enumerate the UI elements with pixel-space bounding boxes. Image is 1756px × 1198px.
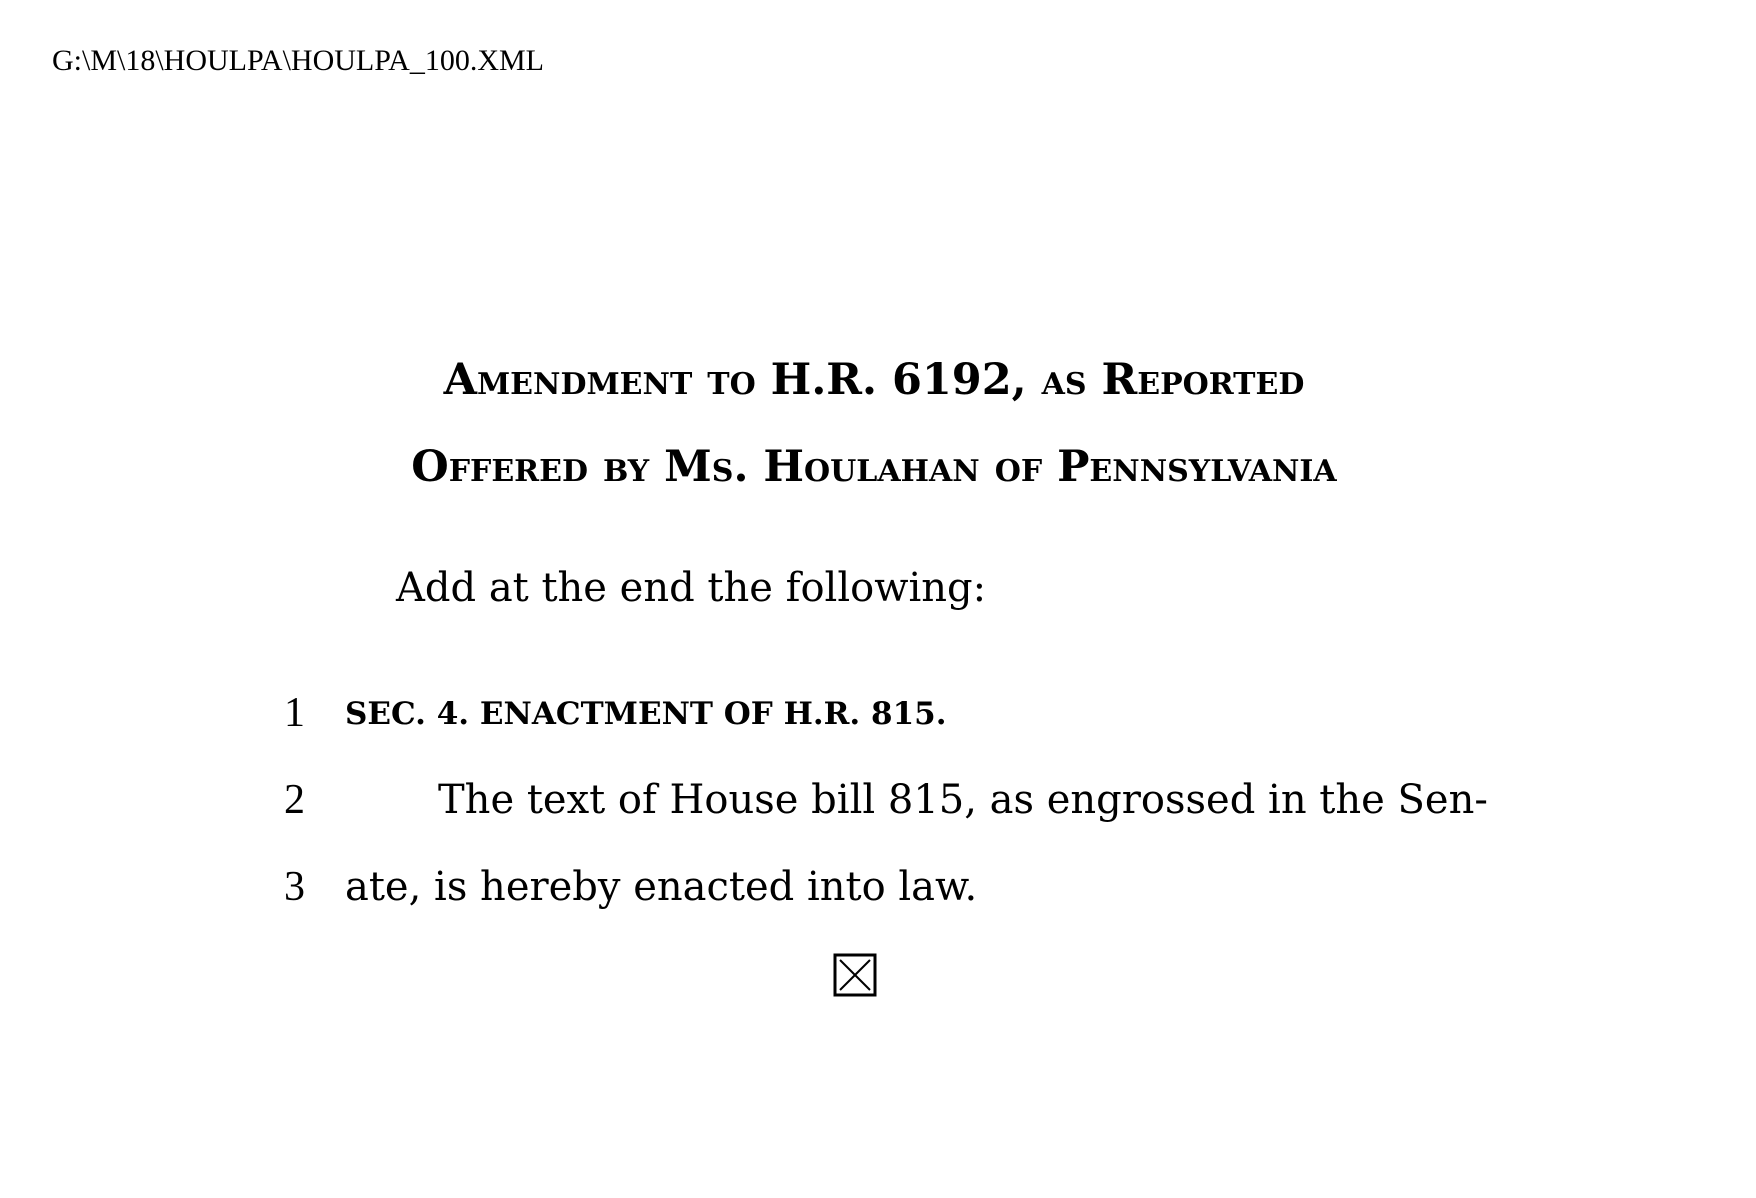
file-path: G:\M\18\HOULPA\HOULPA_100.XML — [52, 44, 545, 77]
amendment-title-line-1: Amendment to H.R. 6192, as Reported — [443, 355, 1305, 405]
intro-text: Add at the end the following: — [396, 565, 987, 611]
body-text-line-2: ate, is hereby enacted into law. — [345, 864, 978, 910]
section-heading: SEC. 4. ENACTMENT OF H.R. 815. — [345, 696, 947, 732]
line-number-2: 2 — [284, 777, 305, 823]
boxed-x-end-mark-icon — [833, 953, 877, 997]
amendment-title-line-2: Offered by Ms. Houlahan of Pennsylvania — [411, 442, 1337, 492]
line-number-1: 1 — [284, 690, 305, 736]
body-text-line-1: The text of House bill 815, as engrossed in the Sen- — [438, 777, 1488, 823]
line-number-3: 3 — [284, 864, 305, 910]
